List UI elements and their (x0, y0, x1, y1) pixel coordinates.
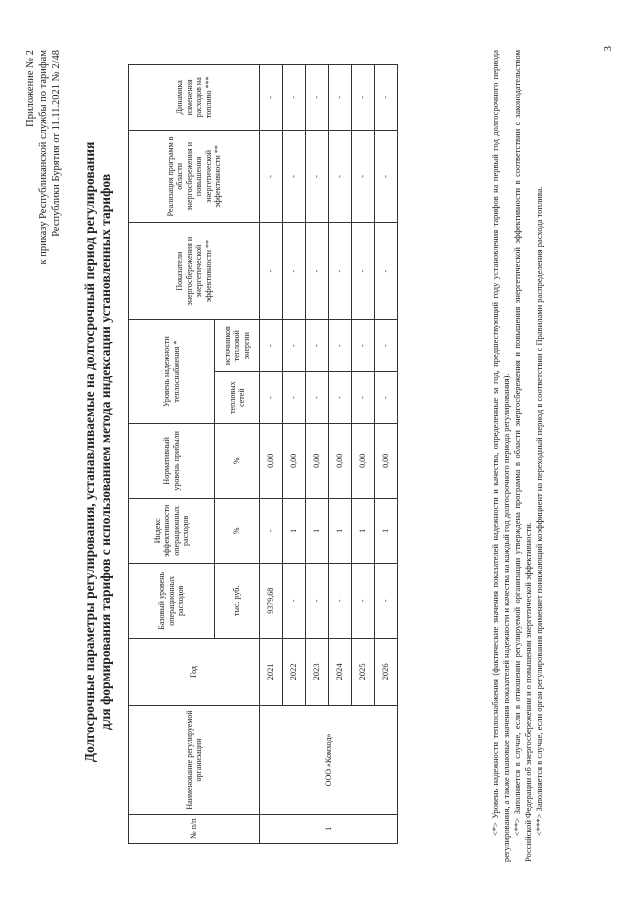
cell-index: 1 (329, 498, 352, 563)
cell-src: - (375, 320, 398, 372)
org-name: ООО «Комход» (260, 706, 398, 814)
cell-year: 2022 (283, 638, 306, 706)
footnotes (490, 50, 545, 862)
col-header-fuel-dynamics: Динамика изменения расходов на топливо *** (129, 65, 260, 131)
cell-src: - (283, 320, 306, 372)
cell-profit: 0,00 (283, 424, 306, 499)
footnote-2: <**> Заполняется в случае, если в отношении регулируемой организации утверждена программа в области энергосбережения и повышения энергетической эффективности в соответствии с законодательством Российской Федерации об энергосбережении и о повышении энергетической эффективности. (512, 50, 533, 862)
cell-programs: - (283, 130, 306, 223)
col-header-programs: Реализация программ в области энергосбережения и повышения энергетической эффективности ** (129, 130, 260, 223)
cell-year: 2026 (375, 638, 398, 706)
cell-year: 2021 (260, 638, 283, 706)
title-line-2: для формирования тарифов с использованием метода индексации установленных тарифов (98, 173, 113, 731)
cell-src: - (306, 320, 329, 372)
table-body (260, 65, 398, 844)
cell-base: - (375, 564, 398, 639)
cell-profit: 0,00 (306, 424, 329, 499)
cell-profit: 0,00 (260, 424, 283, 499)
cell-year: 2025 (352, 638, 375, 706)
appendix-header (24, 50, 63, 265)
cell-net: - (306, 372, 329, 424)
document-title (82, 42, 114, 862)
cell-profit: 0,00 (329, 424, 352, 499)
appendix-order-date: Республики Бурятия от 11.11.2021 № 2/48 (51, 50, 62, 237)
cell-profit: 0,00 (375, 424, 398, 499)
org-number: 1 (260, 814, 398, 843)
cell-src: - (329, 320, 352, 372)
col-header-year: Год (129, 638, 260, 706)
col-header-energy-saving: Показатели энергосбережения и энергетической эффективности ** (129, 223, 260, 320)
table-row (260, 65, 283, 844)
footnote-3: <***> Заполняется в случае, если орган регулирования применяет понижающий коэффициент на переходный период в соответствии с Правилами распределения расхода топлива. (534, 186, 544, 836)
col-header-reliability: Уровень надежности теплоснабжения * (129, 320, 215, 424)
page-number: 3 (602, 46, 614, 52)
cell-src: - (352, 320, 375, 372)
cell-year: 2023 (306, 638, 329, 706)
parameters-table (128, 64, 398, 844)
cell-programs: - (306, 130, 329, 223)
cell-net: - (375, 372, 398, 424)
cell-index: 1 (283, 498, 306, 563)
cell-fuel: - (260, 65, 283, 131)
cell-programs: - (329, 130, 352, 223)
cell-fuel: - (375, 65, 398, 131)
cell-net: - (260, 372, 283, 424)
cell-base: - (306, 564, 329, 639)
cell-energy: - (375, 223, 398, 320)
unit-profit: % (215, 424, 260, 499)
cell-energy: - (329, 223, 352, 320)
col-header-num: № п/п (129, 814, 260, 843)
footnote-1: <*> Уровень надежности теплоснабжения (фактические значения показателей надежности и качества, определенные за год, предшествующий году установления тарифов на первый год долгосрочного периода регулирования, а также плановые значения показателей надежности и качества на каждый год долгосрочного периода регулирования). (490, 50, 511, 862)
col-header-profit-level: Нормативный уровень прибыли (129, 424, 215, 499)
cell-base: - (283, 564, 306, 639)
appendix-number: Приложение № 2 (25, 50, 36, 127)
cell-programs: - (352, 130, 375, 223)
col-header-reliability-networks: тепловых сетей (215, 372, 260, 424)
cell-base: - (329, 564, 352, 639)
unit-index: % (215, 498, 260, 563)
cell-net: - (283, 372, 306, 424)
cell-base: - (352, 564, 375, 639)
cell-index: 1 (375, 498, 398, 563)
header-row (129, 65, 215, 844)
cell-energy: - (352, 223, 375, 320)
unit-base: тыс. руб. (215, 564, 260, 639)
appendix-order-ref: к приказу Республиканской службы по тарифам (38, 50, 49, 265)
cell-net: - (352, 372, 375, 424)
cell-profit: 0,00 (352, 424, 375, 499)
cell-fuel: - (283, 65, 306, 131)
cell-index: - (260, 498, 283, 563)
title-line-1: Долгосрочные параметры регулирования, устанавливаемые на долгосрочный период регулирования (82, 141, 97, 763)
cell-energy: - (283, 223, 306, 320)
cell-fuel: - (352, 65, 375, 131)
cell-energy: - (260, 223, 283, 320)
col-header-reliability-sources: источников тепловой энергии (215, 320, 260, 372)
cell-src: - (260, 320, 283, 372)
cell-year: 2024 (329, 638, 352, 706)
cell-programs: - (375, 130, 398, 223)
col-header-efficiency-index: Индекс эффективности операционных расходов (129, 498, 215, 563)
cell-energy: - (306, 223, 329, 320)
cell-base: 9379,68 (260, 564, 283, 639)
cell-net: - (329, 372, 352, 424)
cell-fuel: - (329, 65, 352, 131)
col-header-org: Наименование регулируемой организации (129, 706, 260, 814)
col-header-base-costs: Базовый уровень операционных расходов (129, 564, 215, 639)
cell-fuel: - (306, 65, 329, 131)
cell-programs: - (260, 130, 283, 223)
rotated-document-sheet (20, 42, 620, 862)
cell-index: 1 (306, 498, 329, 563)
cell-index: 1 (352, 498, 375, 563)
